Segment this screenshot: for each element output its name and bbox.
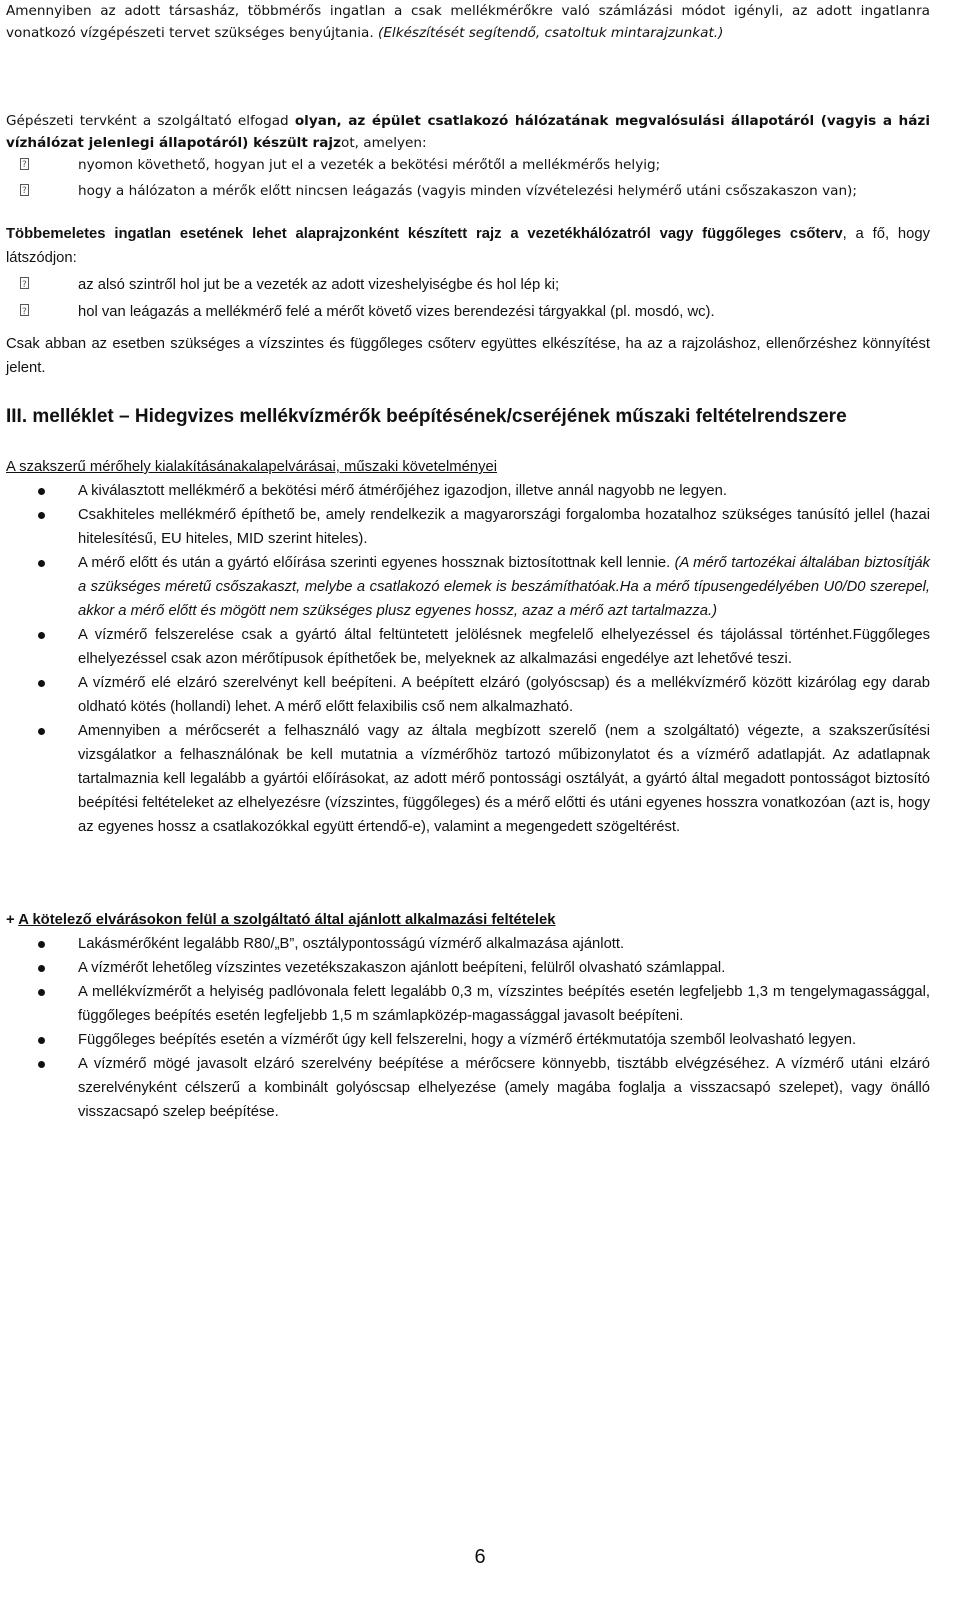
list-item: A mellékvízmérőt a helyiség padlóvonala felett legalább 0,3 m, vízszintes beépítés esetén legfeljebb 1,3 m tengelymagassággal, függőleges beépítés esetén legfeljebb 1,5 m számlapközép-magassággal javasolt beépíteni. xyxy=(6,980,930,1028)
list-item: A vízmérőt lehetőleg vízszintes vezetékszakaszon ajánlott beépíteni, felülről olvasható számlappal. xyxy=(6,956,930,980)
bullet-icon xyxy=(38,632,45,639)
list-item: Csakhiteles mellékmérő építhető be, amely rendelkezik a magyarországi forgalomba hozatalhoz szükséges tanúsító jellel (hazai hitelesítésű, EU hiteles, MID szerint hiteles). xyxy=(6,503,930,551)
kotelezo-list xyxy=(6,932,930,1124)
kotelezo-section xyxy=(6,908,930,1124)
szakszeru-heading: A szakszerű mérőhely kialakításánakalapelvárásai, műszaki követelményei xyxy=(6,459,497,475)
list-item: A kiválasztott mellékmérő a bekötési mérő átmérőjéhez igazodjon, illetve annál nagyobb ne legyen. xyxy=(6,479,930,503)
gepeszeti-item: ? hogy a hálózaton a mérők előtt nincsen leágazás (vagyis minden vízvételezési helymérő utáni csőszakaszon van); xyxy=(6,180,930,202)
bullet-icon xyxy=(38,512,45,519)
bullet-icon xyxy=(38,488,45,495)
szakszeru-list xyxy=(6,479,930,839)
bullet-icon xyxy=(38,941,45,948)
intro-paragraph xyxy=(6,0,930,44)
szakszeru-section xyxy=(6,455,930,839)
tobbemeletes-item: ? az alsó szintről hol jut be a vezeték az adott vizeshelyiségbe és hol lép ki; xyxy=(6,273,930,297)
gepeszeti-item: ? nyomon követhető, hogyan jut el a vezeték a bekötési mérőtől a mellékmérős helyig; xyxy=(6,154,930,176)
gepeszeti-intro-bold: olyan, az épület csatlakozó hálózatának megvalósulási állapotáról (vagyis a házi vízhálózat jelenlegi állapotáról) készült rajz xyxy=(6,113,930,151)
intro-italic: (Elkészítését segítendő, csatoltuk mintarajzunkat.) xyxy=(378,25,724,41)
list-item: Amennyiben a mérőcserét a felhasználó vagy az általa megbízott szerelő (nem a szolgáltató) végezte, a szakszerűsítési vizsgálatkor a felhasználónak be kell mutatnia a vízmérőhöz tartozó műbizonylatot és a vízmérő adatlapját. Az adatlapnak tartalmaznia kell legalább a gyártói előírásokat, az adott mérő pontossági osztályát, a gyártó által megadott pontosságot biztosító beépítési feltételeket az elhelyezésre (vízszintes, függőleges) és a mérő előtti és utáni egyenes hosszra vonatkozóan (azt is, hogy az egyenes hossz a csatlakozókkal együtt értendő-e), valamint a megengedett szögeltérést. xyxy=(6,719,930,839)
missing-glyph-icon xyxy=(20,304,29,316)
bullet-icon xyxy=(38,1061,45,1068)
list-item: Függőleges beépítés esetén a vízmérőt úgy kell felszerelni, hogy a vízmérő értékmutatója szemből leolvasható legyen. xyxy=(6,1028,930,1052)
missing-glyph-icon xyxy=(20,277,29,289)
tobbemeletes-tail: , a fő, hogy látszódjon: xyxy=(6,226,930,266)
list-item: A vízmérő mögé javasolt elzáró szerelvény beépítése a mérőcsere könnyebb, tisztább elvégzéséhez. A vízmérő utáni elzáró szerelvényként célszerű a kombinált golyóscsap elhelyezése (amely magába foglalja a visszacsapó szelepet), vagy önálló visszacsapó szelep beépítése. xyxy=(6,1052,930,1124)
list-item: Lakásmérőként legalább R80/„B”, osztálypontosságú vízmérő alkalmazása ajánlott. xyxy=(6,932,930,956)
gepeszeti-intro-tail: ot, amelyen: xyxy=(341,135,427,151)
bullet-icon xyxy=(38,965,45,972)
bullet-icon xyxy=(38,728,45,735)
section-title-block xyxy=(6,404,930,430)
gepeszeti-section xyxy=(6,110,930,202)
tobbemeletes-item: ? hol van leágazás a mellékmérő felé a mérőt követő vizes berendezési tárgyakkal (pl. mosdó, wc). xyxy=(6,300,930,324)
kotelezo-prefix: + xyxy=(6,912,19,928)
section-title: III. melléklet – Hidegvizes mellékvízmérők beépítésének/cseréjének műszaki feltételrendszere xyxy=(6,406,847,427)
csak-abban-paragraph: Csak abban az esetben szükséges a vízszintes és függőleges csőterv együttes elkészítése, ha az a rajzoláshoz, ellenőrzéshez könnyítést jelent. xyxy=(6,336,930,376)
list-item: A vízmérő felszerelése csak a gyártó által feltüntetett jelölésnek megfelelő elhelyezéssel és tájolással történhet.Függőleges elhelyezéssel csak azon mérőtípusok építhetőek be, melyeknek az alkalmazási engedélye azt lehetővé teszi. xyxy=(6,623,930,671)
bullet-icon xyxy=(38,560,45,567)
kotelezo-heading: A kötelező elvárásokon felül a szolgáltató által ajánlott alkalmazási feltételek xyxy=(18,912,556,928)
page-number: 6 xyxy=(474,1546,486,1568)
list-item: A vízmérő elé elzáró szerelvényt kell beépíteni. A beépített elzáró (golyóscsap) és a mellékvízmérő között kizárólag egy darab oldható kötés (hollandi) lehet. A mérő előtt felaxibilis cső nem alkalmazható. xyxy=(6,671,930,719)
list-item: A mérő előtt és után a gyártó előírása szerinti egyenes hossznak biztosítottnak kell lennie. (A mérő tartozékai általában biztosítják a szükséges méretű csőszakaszt, melybe a csatlakozó elemek is beszámíthatóak.Ha a mérő típusengedélyében U0/D0 szerepel, akkor a mérő előtt és mögött nem szükséges plusz egyenes hossz, azaz a mérő azt tartalmazza.) xyxy=(6,551,930,623)
missing-glyph-icon xyxy=(20,158,29,170)
bullet-icon xyxy=(38,680,45,687)
missing-glyph-icon xyxy=(20,184,29,196)
tobbemeletes-bold: Többemeletes ingatlan esetének lehet alaprajzonként készített rajz a vezetékhálózatról vagy függőleges csőterv xyxy=(6,226,843,242)
gepeszeti-intro: Gépészeti tervként a szolgáltató elfogad xyxy=(6,113,295,129)
bullet-icon xyxy=(38,989,45,996)
bullet-icon xyxy=(38,1037,45,1044)
intro-text: Amennyiben az adott társasház, többmérős ingatlan a csak mellékmérőkre való számlázási módot igényli, az adott ingatlanra vonatkozó vízgépészeti tervet szükséges benyújtania. xyxy=(6,3,930,41)
tobbemeletes-section xyxy=(6,222,930,324)
